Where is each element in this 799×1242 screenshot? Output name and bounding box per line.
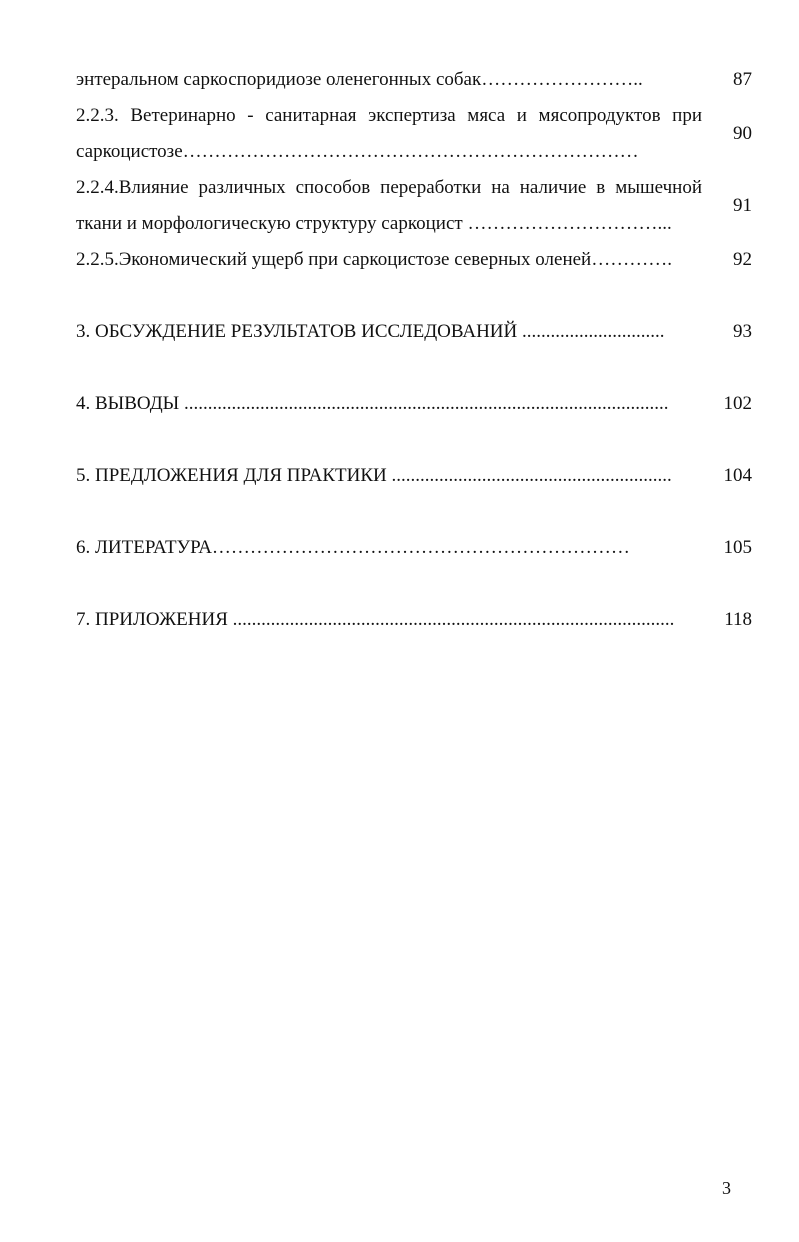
toc-section-4 (76, 386, 752, 422)
toc-entry-line: 7. ПРИЛОЖЕНИЯ ............................................................................................. (76, 609, 675, 630)
toc-entry-line: 2.2.4.Влияние различных способов переработки на наличие в мышечной (76, 177, 702, 198)
toc-section-7 (76, 602, 752, 638)
toc-page-number: 87 (733, 69, 752, 90)
toc-entry-line: саркоцистозе……………………………………………………………… (76, 141, 639, 162)
toc-entry-line: 2.2.3. Ветеринарно - санитарная экспертиза мяса и мясопродуктов при (76, 105, 702, 126)
toc-page-number: 118 (724, 609, 752, 630)
toc-entry-text (76, 458, 702, 494)
toc-entry-line: 4. ВЫВОДЫ ...................................................................................................... (76, 393, 669, 414)
toc-entry-line: 3. ОБСУЖДЕНИЕ РЕЗУЛЬТАТОВ ИССЛЕДОВАНИЙ .............................. (76, 321, 665, 342)
toc-page-number: 91 (733, 195, 752, 216)
toc-page-number: 93 (733, 321, 752, 342)
toc-section-3 (76, 314, 752, 350)
toc-entry-text (76, 62, 702, 98)
table-of-contents (76, 62, 752, 638)
toc-entry-line: 2.2.5.Экономический ущерб при саркоцистозе северных оленей…………. (76, 249, 672, 270)
toc-page-number: 92 (733, 249, 752, 270)
toc-entry-text (76, 170, 702, 242)
toc-page-number: 102 (723, 393, 752, 414)
toc-entry-line: 6. ЛИТЕРАТУРА………………………………………………………… (76, 537, 630, 558)
toc-entry-2-2-3 (76, 98, 752, 170)
toc-section-5 (76, 458, 752, 494)
toc-entry-text (76, 98, 702, 170)
page-number: 3 (722, 1178, 731, 1198)
toc-entry-text (76, 530, 702, 566)
toc-page-number: 104 (723, 465, 752, 486)
toc-entry-2-2-5 (76, 242, 752, 278)
toc-entry-text (76, 242, 702, 278)
toc-entry-2-2-4 (76, 170, 752, 242)
toc-page-number: 105 (723, 537, 752, 558)
toc-section-6 (76, 530, 752, 566)
toc-entry-text (76, 386, 702, 422)
toc-page-number: 90 (733, 123, 752, 144)
toc-entry-line: энтеральном саркоспоридиозе оленегонных собак…………………….. (76, 69, 643, 90)
toc-entry-line: 5. ПРЕДЛОЖЕНИЯ ДЛЯ ПРАКТИКИ ........................................................... (76, 465, 672, 486)
toc-entry-text (76, 314, 702, 350)
toc-entry-line: ткани и морфологическую структуру саркоцист …………………………... (76, 213, 672, 234)
toc-entry-2-2-2-continued (76, 62, 752, 98)
toc-entry-text (76, 602, 702, 638)
